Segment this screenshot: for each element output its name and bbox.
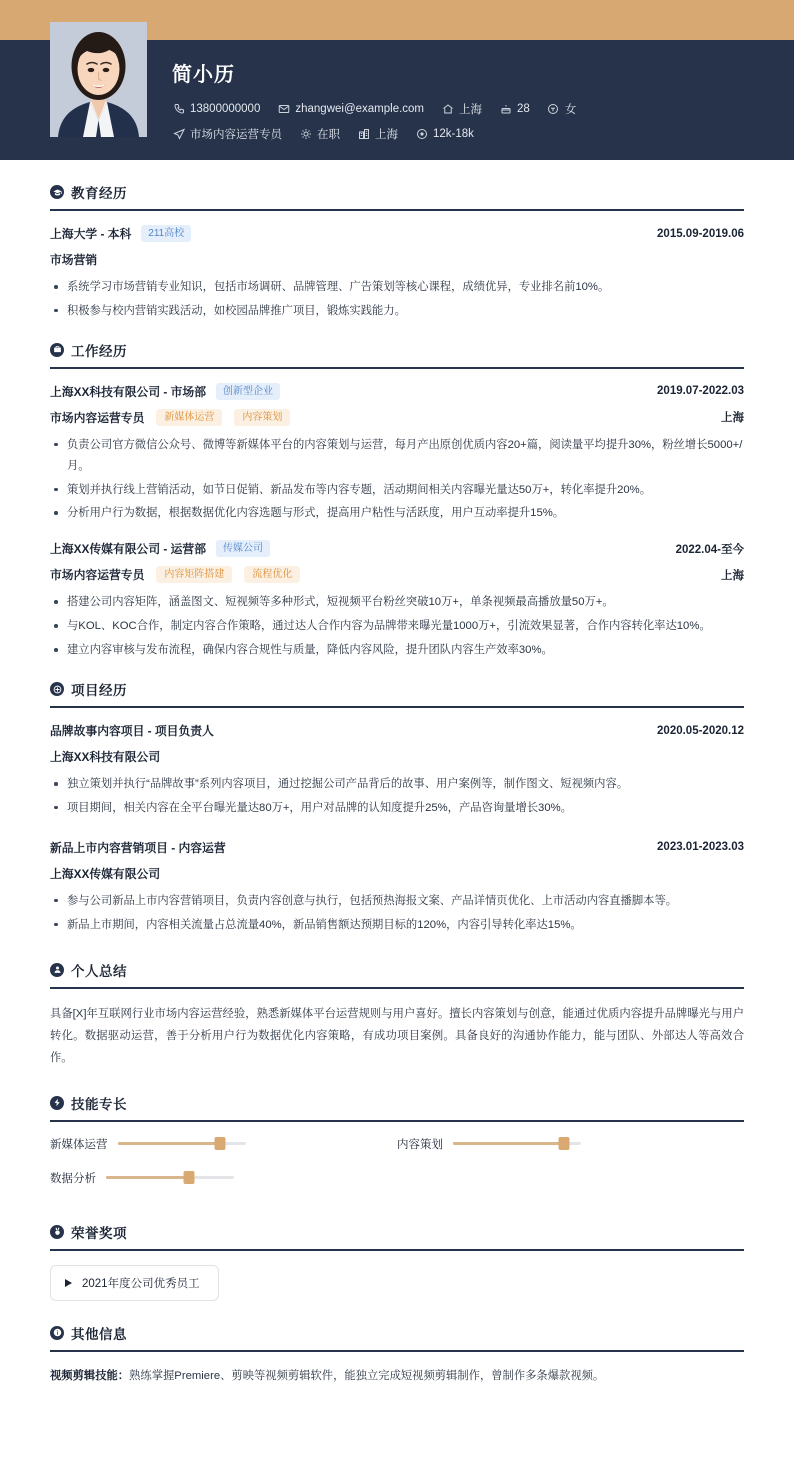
project-entry — [50, 839, 744, 936]
job-row — [172, 126, 794, 142]
section-summary-title: 个人总结 — [71, 963, 127, 979]
work-position: 市场内容运营专员 — [50, 568, 145, 583]
section-divider — [50, 1120, 744, 1122]
list-item: 搭建公司内容矩阵，涵盖图文、短视频等多种形式，短视频平台粉丝突破10万+，单条视频最高播放量50万+。 — [50, 592, 744, 613]
project-entry-head — [50, 722, 744, 739]
section-other-header — [50, 1323, 744, 1350]
section-project-title: 项目经历 — [71, 683, 127, 699]
section-awards-title: 荣誉奖项 — [71, 1225, 127, 1241]
list-item: 分析用户行为数据，根据数据优化内容选题与形式，提高用户粘性与活跃度，用户互动率提升15%。 — [50, 503, 744, 524]
work-entry — [50, 540, 744, 661]
city-icon — [357, 128, 370, 141]
project-icon — [50, 682, 64, 696]
work-entry-left — [50, 540, 270, 557]
skill-item — [397, 1136, 744, 1152]
list-item: 策划并执行线上营销活动，如节日促销、新品发布等内容专题，活动期间相关内容曝光量达50万+，转化率提升20%。 — [50, 480, 744, 501]
section-project-header — [50, 679, 744, 706]
contact-email-text: zhangwei@example.com — [295, 103, 425, 115]
section-work — [50, 340, 744, 661]
skill-slider[interactable] — [106, 1171, 234, 1185]
contact-age — [499, 103, 530, 116]
skill-label: 新媒体运营 — [50, 1138, 108, 1151]
list-item: 积极参与校内营销实践活动，如校园品牌推广项目，锻炼实践能力。 — [50, 301, 744, 322]
work-position-row — [50, 566, 744, 583]
list-item: 建立内容审核与发布流程，确保内容合规性与质量，降低内容风险，提升团队内容生产效率30%。 — [50, 640, 744, 661]
job-title — [172, 126, 282, 142]
resume-header — [0, 40, 794, 160]
skill-list — [50, 1136, 744, 1204]
education-tag: 211高校 — [141, 225, 191, 242]
job-status — [299, 126, 340, 142]
section-awards — [50, 1222, 744, 1301]
briefcase-icon — [50, 343, 64, 357]
award-label: 2021年度公司优秀员工 — [82, 1277, 200, 1290]
work-date: 2019.07-2022.03 — [657, 385, 744, 398]
page-title: 简小历 — [172, 64, 235, 86]
slider-fill — [118, 1142, 220, 1145]
list-item: 独立策划并执行“品牌故事”系列内容项目，通过挖掘公司产品背后的故事、用户案例等，制作图文、短视频内容。 — [50, 774, 744, 795]
education-school: 上海大学 - 本科 — [50, 227, 132, 241]
contact-phone-text: 13800000000 — [190, 103, 261, 115]
work-bullets — [50, 435, 744, 525]
slider-thumb[interactable] — [559, 1137, 570, 1150]
job-status-text: 在职 — [317, 129, 340, 141]
resume-body — [0, 160, 794, 1411]
section-work-header — [50, 340, 744, 367]
work-entry-head — [50, 540, 744, 557]
skill-item — [50, 1170, 397, 1186]
skill-slider[interactable] — [118, 1137, 246, 1151]
award-chip[interactable] — [50, 1265, 219, 1301]
job-salary-text: 12k-18k — [433, 128, 474, 140]
section-project — [50, 679, 744, 936]
job-title-text: 市场内容运营专员 — [190, 129, 282, 141]
project-date: 2020.05-2020.12 — [657, 724, 744, 737]
skill-item — [50, 1136, 397, 1152]
section-skills-header — [50, 1093, 744, 1120]
contact-row — [172, 101, 794, 117]
home-icon — [441, 103, 454, 116]
slider-fill — [106, 1176, 189, 1179]
skill-label: 数据分析 — [50, 1172, 96, 1185]
section-divider — [50, 209, 744, 211]
section-divider — [50, 1350, 744, 1352]
section-divider — [50, 706, 744, 708]
project-name: 品牌故事内容项目 - 项目负责人 — [50, 724, 214, 739]
mail-icon — [277, 103, 290, 116]
list-item: 与KOL、KOC合作，制定内容合作策略，通过达人合作内容为品牌带来曝光量1000万+，引流效果显著，合作内容转化率达10%。 — [50, 616, 744, 637]
contact-location-text: 上海 — [459, 104, 483, 116]
cake-icon — [499, 103, 512, 116]
work-skill-tag: 流程优化 — [244, 566, 300, 583]
contact-gender — [547, 101, 577, 117]
slider-fill — [453, 1142, 564, 1145]
list-item: 负责公司官方微信公众号、微博等新媒体平台的内容策划与运营，每月产出原创优质内容20+篇，阅读量平均提升30%，粉丝增长5000+/月。 — [50, 435, 744, 477]
project-company: 上海XX传媒有限公司 — [50, 866, 161, 881]
work-skill-tag: 内容策划 — [234, 409, 290, 426]
contact-email — [277, 103, 424, 116]
section-divider — [50, 987, 744, 989]
gender-icon — [547, 103, 560, 116]
other-info-line — [50, 1366, 744, 1387]
section-awards-header — [50, 1222, 744, 1249]
work-position-left — [50, 409, 290, 426]
status-icon — [299, 128, 312, 141]
section-other-title: 其他信息 — [71, 1326, 127, 1342]
education-bullets — [50, 277, 744, 322]
play-triangle-icon — [65, 1279, 72, 1287]
work-entry-left — [50, 383, 280, 400]
education-entry-head — [50, 225, 744, 242]
work-entry-head — [50, 383, 744, 400]
job-salary — [415, 128, 474, 141]
section-divider — [50, 367, 744, 369]
contact-phone — [172, 103, 260, 116]
list-item: 项目期间，相关内容在全平台曝光量达80万+，用户对品牌的认知度提升25%，产品咨询量增长30%。 — [50, 798, 744, 819]
contact-location — [441, 101, 482, 117]
work-position-left — [50, 566, 300, 583]
work-date: 2022.04-至今 — [675, 543, 744, 556]
education-date: 2015.09-2019.06 — [657, 227, 744, 240]
work-bullets — [50, 592, 744, 661]
project-company: 上海XX科技有限公司 — [50, 750, 161, 765]
section-skills-title: 技能专长 — [71, 1096, 127, 1112]
education-entry-left — [50, 225, 191, 242]
lightning-icon — [50, 1096, 64, 1110]
project-bullets — [50, 774, 744, 819]
work-location: 上海 — [721, 412, 744, 425]
work-skill-tag: 内容矩阵搭建 — [156, 566, 232, 583]
summary-text: 具备[X]年互联网行业市场内容运营经验，熟悉新媒体平台运营规则与用户喜好。擅长内容策划与创意，能通过优质内容提升品牌曝光与用户转化。数据驱动运营，善于分析用户行为数据优化内容策略，有成功项目案例。具备良好的沟通协作能力，能与团队、外部达人等高效合作。 — [50, 1007, 744, 1064]
work-company: 上海XX传媒有限公司 - 运营部 — [50, 542, 206, 557]
section-skills — [50, 1093, 744, 1204]
job-city-text: 上海 — [375, 129, 398, 141]
section-summary-header — [50, 960, 744, 987]
section-work-title: 工作经历 — [71, 343, 127, 359]
medal-icon — [50, 1225, 64, 1239]
work-company-tag: 传媒公司 — [216, 540, 270, 557]
work-position: 市场内容运营专员 — [50, 410, 145, 425]
salary-icon — [415, 128, 428, 141]
contact-age-text: 28 — [517, 103, 530, 115]
list-item: 系统学习市场营销专业知识，包括市场调研、品牌管理、广告策划等核心课程，成绩优异，专业排名前10%。 — [50, 277, 744, 298]
other-info-value: 熟练掌握Premiere、剪映等视频剪辑软件，能独立完成短视频剪辑制作，曾制作多条爆款视频。 — [129, 1369, 605, 1382]
section-other — [50, 1323, 744, 1387]
portrait-photo-icon — [50, 22, 147, 137]
graduation-cap-icon — [50, 185, 64, 199]
project-date: 2023.01-2023.03 — [657, 841, 744, 854]
slider-thumb[interactable] — [184, 1171, 195, 1184]
info-icon — [50, 1326, 64, 1340]
education-entry — [50, 225, 744, 322]
project-entry — [50, 722, 744, 819]
slider-thumb[interactable] — [214, 1137, 225, 1150]
contact-gender-text: 女 — [564, 104, 577, 116]
section-education-header — [50, 182, 744, 209]
section-education-title: 教育经历 — [71, 186, 127, 201]
work-company: 上海XX科技有限公司 - 市场部 — [50, 384, 206, 399]
skill-slider[interactable] — [453, 1137, 581, 1151]
project-name: 新品上市内容营销项目 - 内容运营 — [50, 840, 226, 855]
work-skill-tag: 新媒体运营 — [156, 409, 222, 426]
work-company-tag: 创新型企业 — [216, 383, 280, 400]
project-entry-head — [50, 839, 744, 856]
list-item: 参与公司新品上市内容营销项目，负责内容创意与执行，包括预热海报文案、产品详情页优化、上市活动内容直播脚本等。 — [50, 891, 744, 912]
job-city — [357, 126, 398, 142]
section-summary — [50, 960, 744, 1069]
person-icon — [50, 963, 64, 977]
avatar — [50, 22, 147, 137]
phone-icon — [172, 103, 185, 116]
award-list — [50, 1265, 744, 1301]
section-divider — [50, 1249, 744, 1251]
paper-plane-icon — [172, 128, 185, 141]
other-info-label: 视频剪辑技能： — [50, 1369, 130, 1382]
education-major: 市场营销 — [50, 253, 98, 267]
project-bullets — [50, 891, 744, 936]
work-position-row — [50, 409, 744, 426]
work-location: 上海 — [721, 569, 744, 582]
section-education — [50, 182, 744, 322]
skill-label: 内容策划 — [397, 1138, 443, 1151]
list-item: 新品上市期间，内容相关流量占总流量40%，新品销售额达预期目标的120%，内容引导转化率达15%。 — [50, 915, 744, 936]
work-entry — [50, 383, 744, 525]
